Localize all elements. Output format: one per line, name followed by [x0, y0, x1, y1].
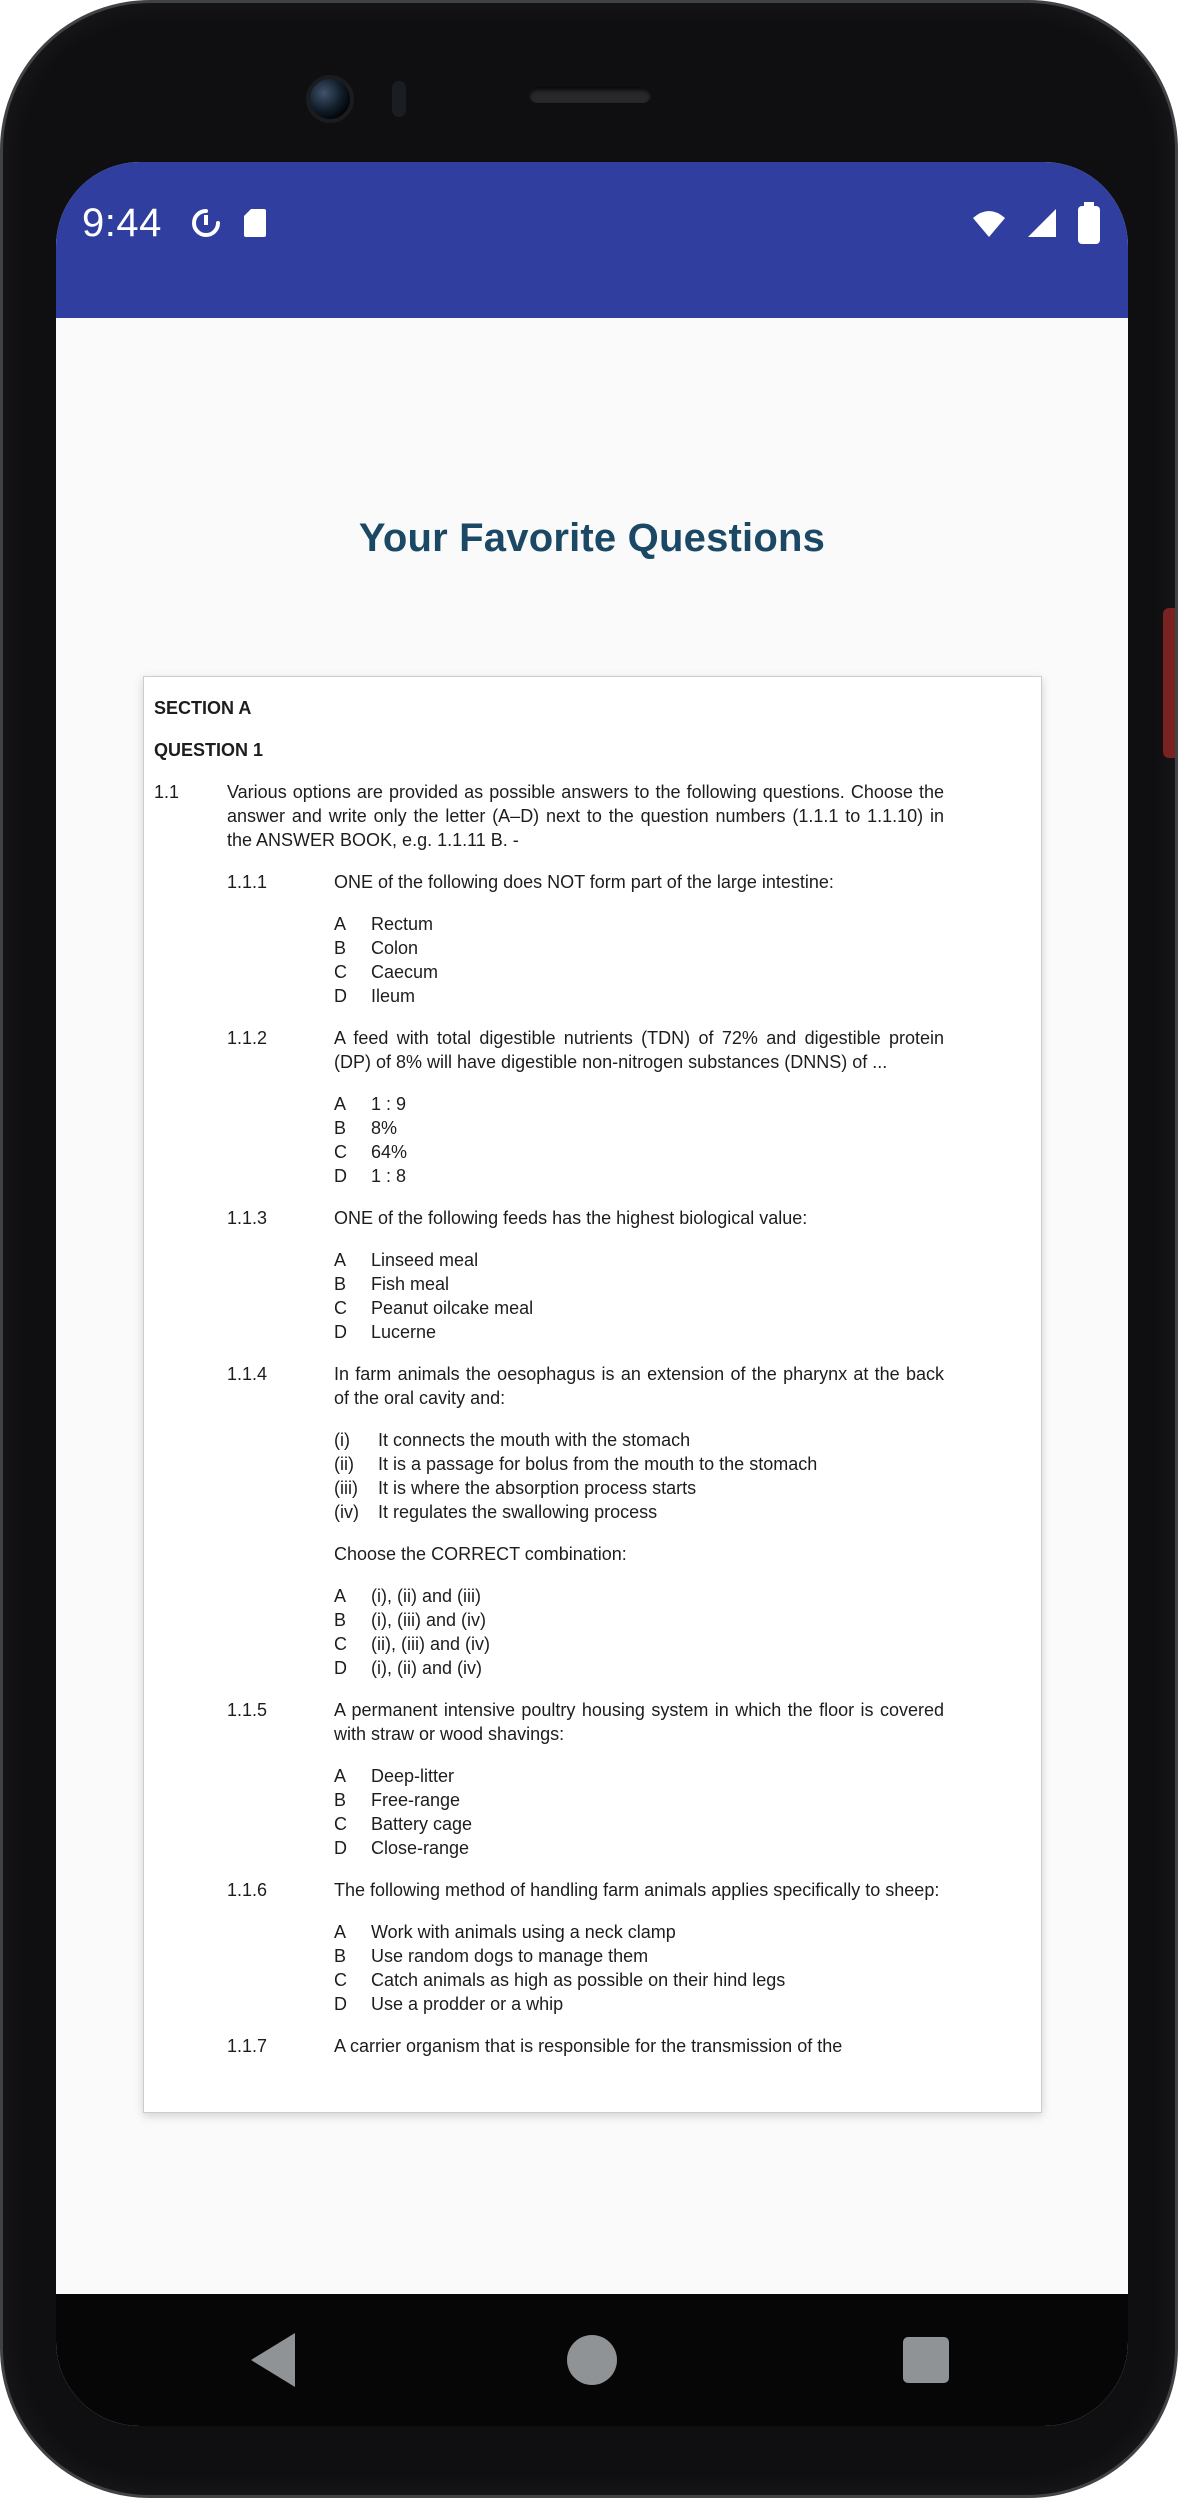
option-text: Lucerne [371, 1322, 437, 1342]
option-row [334, 1584, 944, 1608]
option-letter: C [334, 962, 347, 982]
sub-item-label: (iv) [334, 1502, 359, 1522]
question-block [227, 2034, 944, 2076]
options-list [334, 912, 944, 1008]
intro-question [154, 780, 944, 852]
option-letter: A [334, 1250, 347, 1270]
question-body [334, 1878, 944, 2016]
option-text: Rectum [371, 914, 434, 934]
option-letter: A [334, 1922, 347, 1942]
home-button[interactable] [567, 2335, 617, 2385]
sub-item-text: It regulates the swallowing process [378, 1502, 658, 1522]
sub-item-label: (iii) [334, 1478, 358, 1498]
option-row [334, 1116, 944, 1140]
intro-number: 1.1 [154, 782, 180, 802]
option-letter: D [334, 1994, 347, 2014]
question-block [227, 1698, 944, 1860]
option-letter: B [334, 938, 347, 958]
option-row [334, 1248, 944, 1272]
option-text: (i), (ii) and (iii) [371, 1586, 481, 1606]
question-number: 1.1.4 [227, 1364, 268, 1384]
question-number: 1.1.6 [227, 1880, 268, 1900]
question-text: ONE of the following feeds has the highest biological value: [334, 1208, 808, 1228]
question-number: 1.1.3 [227, 1208, 268, 1228]
option-letter: C [334, 1142, 347, 1162]
option-row [334, 1764, 944, 1788]
options-list [334, 1920, 944, 2016]
option-text: Use random dogs to manage them [371, 1946, 649, 1966]
option-row [334, 1920, 944, 1944]
question-number: 1.1.5 [227, 1700, 268, 1720]
wifi-icon [972, 207, 1006, 239]
option-letter: C [334, 1970, 347, 1990]
navigation-bar [56, 2294, 1128, 2426]
question-text: In farm animals the oesophagus is an extension of the pharynx at the back of the oral cavity and: [334, 1364, 944, 1408]
sub-item [334, 1500, 944, 1524]
options-list [334, 1584, 944, 1680]
question-body [334, 1362, 944, 1680]
option-letter: B [334, 1610, 347, 1630]
data-saver-icon [190, 207, 222, 239]
option-letter: C [334, 1298, 347, 1318]
sub-item-text: It is where the absorption process starts [378, 1478, 697, 1498]
option-text: Ileum [371, 986, 416, 1006]
status-time: 9:44 [82, 200, 162, 245]
option-text: Work with animals using a neck clamp [371, 1922, 676, 1942]
back-button[interactable] [251, 2333, 295, 2387]
option-row [334, 1140, 944, 1164]
sub-item-text: It connects the mouth with the stomach [378, 1430, 691, 1450]
option-row [334, 1632, 944, 1656]
option-text: Close-range [371, 1838, 470, 1858]
question-number: 1.1.1 [227, 872, 268, 892]
questions-list [154, 870, 944, 2076]
front-camera-icon [306, 75, 354, 123]
page-title: Your Favorite Questions [358, 516, 826, 560]
option-letter: C [334, 1634, 347, 1654]
sub-item-text: It is a passage for bolus from the mouth to the stomach [378, 1454, 818, 1474]
question-text: A carrier organism that is responsible for the transmission of the [334, 2036, 843, 2056]
option-row [334, 1320, 944, 1344]
option-row [334, 1092, 944, 1116]
sub-items [334, 1428, 944, 1524]
options-list [334, 1092, 944, 1188]
option-row [334, 1164, 944, 1188]
option-row [334, 960, 944, 984]
option-text: Linseed meal [371, 1250, 479, 1270]
sub-item-label: (ii) [334, 1454, 354, 1474]
app-content[interactable] [56, 318, 1128, 2294]
question-text: A feed with total digestible nutrients (TDN) of 72% and digestible protein (DP) of 8% will have digestible non-nitrogen substances (DNNS) of ... [334, 1028, 944, 1072]
sensor-dot [392, 81, 406, 117]
question-followup: Choose the CORRECT combination: [334, 1544, 627, 1564]
question-text: ONE of the following does NOT form part of the large intestine: [334, 872, 834, 892]
option-row [334, 984, 944, 1008]
option-row [334, 1608, 944, 1632]
option-row [334, 1272, 944, 1296]
option-letter: A [334, 1586, 347, 1606]
signal-strength-icon [1026, 207, 1058, 239]
options-list [334, 1248, 944, 1344]
question-block [227, 1878, 944, 2016]
question-body [334, 1026, 944, 1188]
sub-item [334, 1476, 944, 1500]
option-letter: B [334, 1790, 347, 1810]
question-block [227, 870, 944, 1008]
option-letter: A [334, 1766, 347, 1786]
question-body [334, 870, 944, 1008]
question-text: The following method of handling farm animals applies specifically to sheep: [334, 1880, 940, 1900]
question-block [227, 1362, 944, 1680]
option-text: Fish meal [371, 1274, 450, 1294]
option-letter: D [334, 986, 347, 1006]
sub-item [334, 1452, 944, 1476]
question-body [334, 1206, 944, 1344]
option-text: (i), (iii) and (iv) [371, 1610, 486, 1630]
option-text: (i), (ii) and (iv) [371, 1658, 482, 1678]
option-row [334, 1968, 944, 1992]
question-number: 1.1.2 [227, 1028, 268, 1048]
option-letter: D [334, 1838, 347, 1858]
recents-button[interactable] [903, 2337, 949, 2383]
option-text: 1 : 9 [371, 1094, 407, 1114]
option-text: Use a prodder or a whip [371, 1994, 564, 2014]
option-row [334, 1296, 944, 1320]
option-text: (ii), (iii) and (iv) [371, 1634, 490, 1654]
sub-item-label: (i) [334, 1430, 350, 1450]
question-body [334, 1698, 944, 1860]
option-letter: A [334, 1094, 347, 1114]
question-body [334, 2034, 944, 2076]
screen [56, 162, 1128, 2426]
option-text: Battery cage [371, 1814, 473, 1834]
option-row [334, 1656, 944, 1680]
option-letter: B [334, 1946, 347, 1966]
option-row [334, 1788, 944, 1812]
option-text: Deep-litter [371, 1766, 455, 1786]
intro-text: Various options are provided as possible answers to the following questions. Choose the answer and write only the letter (A–D) next to the question numbers (1.1.1 to 1.1.10) in the ANSWER BOOK, e.g. 1.1.11 B. - [227, 782, 944, 850]
question-number: 1.1.7 [227, 2036, 268, 2056]
option-text: 64% [371, 1142, 408, 1162]
power-button[interactable] [1163, 608, 1175, 758]
option-letter: C [334, 1814, 347, 1834]
question-block [227, 1206, 944, 1344]
sd-card-icon [242, 207, 268, 239]
option-letter: B [334, 1274, 347, 1294]
option-row [334, 1944, 944, 1968]
option-text: Colon [371, 938, 419, 958]
earpiece-speaker [529, 87, 651, 103]
options-list [334, 1764, 944, 1860]
option-text: Peanut oilcake meal [371, 1298, 534, 1318]
question-block [227, 1026, 944, 1188]
option-letter: B [334, 1118, 347, 1138]
section-heading: SECTION A [154, 698, 252, 718]
option-row [334, 1836, 944, 1860]
question-heading: QUESTION 1 [154, 740, 264, 760]
option-text: 1 : 8 [371, 1166, 407, 1186]
option-row [334, 1992, 944, 2016]
sub-item [334, 1428, 944, 1452]
option-text: Free-range [371, 1790, 461, 1810]
option-text: Catch animals as high as possible on their hind legs [371, 1970, 786, 1990]
option-row [334, 912, 944, 936]
option-letter: D [334, 1658, 347, 1678]
battery-icon [1078, 202, 1100, 244]
option-text: 8% [371, 1118, 398, 1138]
status-bar [56, 162, 1128, 318]
option-letter: A [334, 914, 347, 934]
option-letter: D [334, 1166, 347, 1186]
document-page[interactable] [143, 676, 1042, 2113]
status-right-icons [972, 202, 1100, 244]
option-row [334, 1812, 944, 1836]
option-row [334, 936, 944, 960]
option-text: Caecum [371, 962, 439, 982]
option-letter: D [334, 1322, 347, 1342]
question-text: A permanent intensive poultry housing system in which the floor is covered with straw or wood shavings: [334, 1700, 944, 1744]
